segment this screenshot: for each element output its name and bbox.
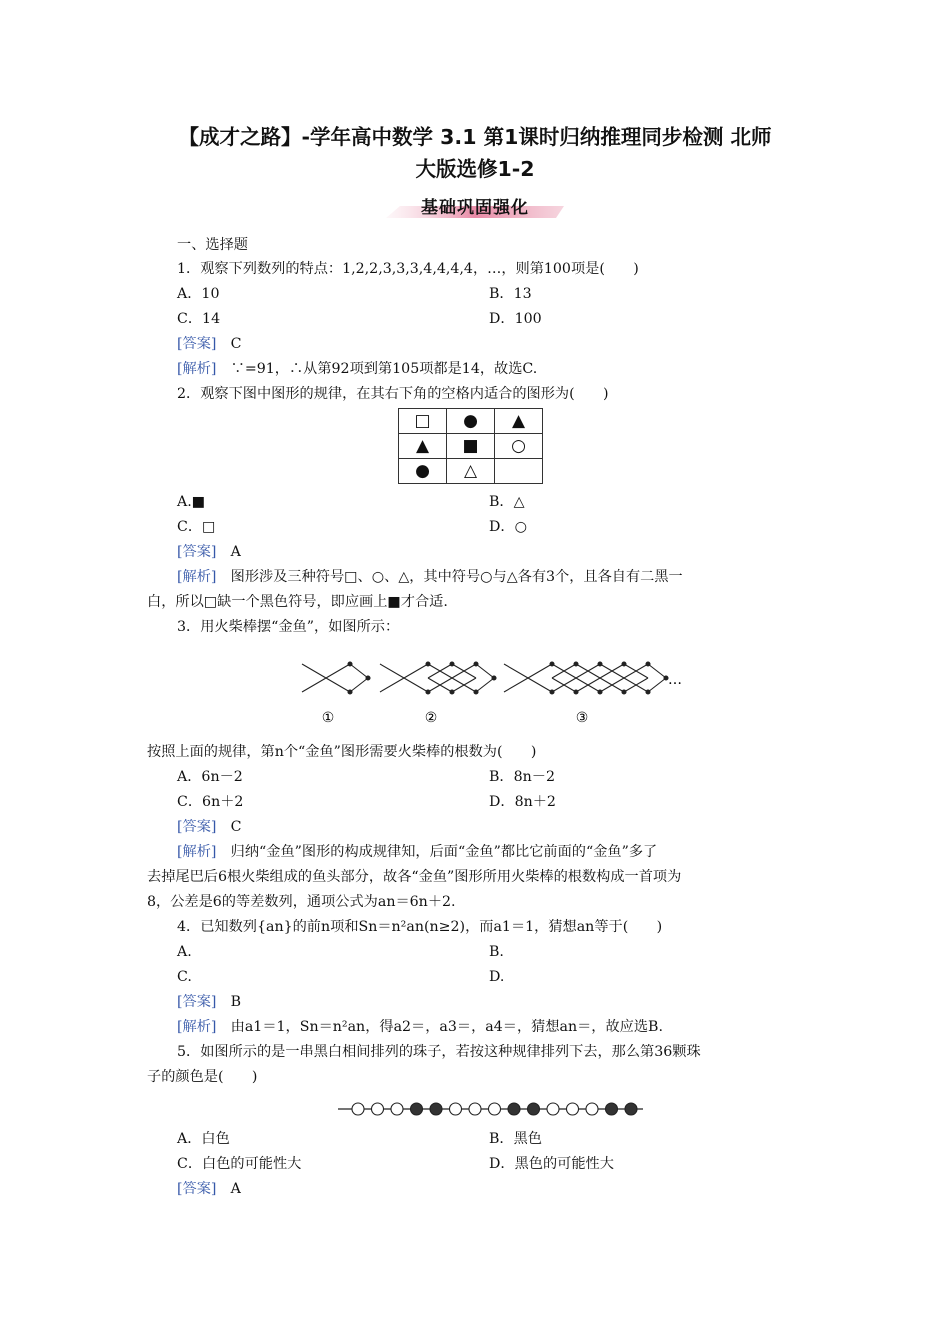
black-bead	[606, 1103, 618, 1115]
figure-label-2: ②	[424, 710, 438, 726]
matchstick	[476, 678, 494, 692]
answer-tag: [答案]	[177, 1181, 217, 1197]
match-head	[366, 676, 370, 680]
q5-option-d: D．黑色的可能性大	[489, 1156, 614, 1172]
matchstick	[350, 664, 368, 678]
q3-answer	[177, 816, 242, 838]
q2-option-c: C．□	[177, 519, 216, 535]
q3-option-a: A．6n－2	[177, 769, 243, 785]
matchstick	[528, 664, 552, 678]
q1-option-d: D．100	[489, 311, 542, 327]
q3-analysis-line-2: 去掉尾巴后6根火柴组成的鱼头部分，故各“金鱼”图形所用火柴棒的根数构成一首项为	[147, 869, 682, 885]
q4-option-b: B.	[489, 944, 504, 960]
analysis-tag: [解析]	[177, 844, 217, 860]
figure-label-3: ③	[575, 710, 589, 726]
q5-option-c: C．白色的可能性大	[177, 1156, 302, 1172]
q4-stem: 4．已知数列{an}的前n项和Sn＝n²an(n≥2)，而a1＝1，猜想an等于( )	[177, 919, 663, 935]
q4-option-a: A.	[177, 944, 192, 960]
q5-option-a: A．白色	[177, 1131, 230, 1147]
matchstick	[380, 678, 404, 692]
q3-analysis-line-3: 8，公差是6的等差数列，通项公式为an＝6n＋2.	[147, 894, 456, 910]
grid-cell: ●	[399, 459, 447, 484]
q5-option-b: B．黑色	[489, 1131, 542, 1147]
figure-label-1: ①	[321, 710, 335, 726]
analysis-tag: [解析]	[177, 361, 217, 377]
q1-option-c: C．14	[177, 311, 221, 327]
title-line-1: 【成才之路】-学年高中数学 3.1 第1课时归纳推理同步检测 北师	[178, 125, 772, 149]
q1-answer	[177, 333, 242, 355]
white-bead	[489, 1103, 501, 1115]
white-bead	[450, 1103, 462, 1115]
analysis-text: 归纳“金鱼”图形的构成规律知，后面“金鱼”都比它前面的“金鱼”多了	[230, 844, 658, 860]
answer-tag: [答案]	[177, 336, 217, 352]
answer-value: A	[230, 1181, 241, 1197]
white-bead	[586, 1103, 598, 1115]
matchstick	[380, 664, 404, 678]
analysis-text: ∵=91，∴从第92项到第105项都是14，故选C.	[230, 361, 538, 377]
title-line-2: 大版选修1-2	[415, 157, 535, 181]
matchstick	[350, 678, 368, 692]
goldfish-matchstick-figure	[298, 656, 688, 730]
q4-option-d: D.	[489, 969, 505, 985]
black-bead	[430, 1103, 442, 1115]
q1-analysis	[177, 358, 537, 380]
answer-tag: [答案]	[177, 819, 217, 835]
matchstick	[404, 664, 428, 678]
q2-symbol-grid	[398, 408, 543, 484]
matchstick	[404, 678, 428, 692]
matchstick	[504, 664, 528, 678]
answer-value: C	[230, 336, 242, 352]
white-bead	[352, 1103, 364, 1115]
grid-cell: ▲	[399, 434, 447, 459]
matchstick	[476, 664, 494, 678]
analysis-tag: [解析]	[177, 569, 217, 585]
section-banner: 基础巩固强化	[421, 198, 529, 218]
q2-analysis-line-2: 白，所以□缺一个黑色符号，即应画上■才合适.	[147, 594, 448, 610]
answer-value: C	[230, 819, 242, 835]
q5-stem-line-2: 子的颜色是( )	[147, 1069, 258, 1085]
q2-option-d: D．○	[489, 519, 527, 535]
answer-tag: [答案]	[177, 994, 217, 1010]
black-bead	[625, 1103, 637, 1115]
matchstick	[504, 678, 528, 692]
white-bead	[469, 1103, 481, 1115]
white-bead	[547, 1103, 559, 1115]
matchstick	[302, 664, 326, 678]
q3-option-d: D．8n＋2	[489, 794, 556, 810]
q2-answer	[177, 541, 241, 563]
grid-cell: △	[447, 459, 495, 484]
grid-cell: ●	[447, 409, 495, 434]
black-bead	[411, 1103, 423, 1115]
q2-option-a: A.■	[177, 494, 206, 510]
grid-cell: ■	[447, 434, 495, 459]
document-title	[110, 121, 840, 185]
q3-analysis-line-1	[177, 841, 657, 863]
grid-cell: ▲	[495, 409, 543, 434]
q3-stem-2: 按照上面的规律，第n个“金鱼”图形需要火柴棒的根数为( )	[147, 744, 537, 760]
q4-analysis	[177, 1016, 663, 1038]
q4-answer	[177, 991, 241, 1013]
grid-cell-empty	[495, 459, 543, 484]
section-heading: 一、选择题	[177, 237, 248, 253]
matchstick	[648, 664, 666, 678]
q2-stem: 2．观察下图中图形的规律，在其右下角的空格内适合的图形为( )	[177, 386, 609, 402]
answer-value: B	[230, 994, 242, 1010]
q1-option-a: A．10	[177, 286, 220, 302]
q1-option-b: B．13	[489, 286, 532, 302]
matchstick	[648, 678, 666, 692]
q5-answer	[177, 1178, 241, 1200]
white-bead	[391, 1103, 403, 1115]
match-head	[492, 676, 496, 680]
grid-cell: ○	[495, 434, 543, 459]
grid-cell: □	[399, 409, 447, 434]
q2-analysis-line-1	[177, 566, 683, 588]
q5-stem-line-1: 5．如图所示的是一串黑白相间排列的珠子，若按这种规律排列下去，那么第36颗珠	[177, 1044, 701, 1060]
matchstick	[326, 664, 350, 678]
bead-string-figure	[338, 1098, 648, 1120]
answer-value: A	[230, 544, 241, 560]
answer-tag: [答案]	[177, 544, 217, 560]
white-bead	[567, 1103, 579, 1115]
figure-ellipsis: …	[668, 672, 682, 688]
q2-option-b: B．△	[489, 494, 525, 510]
analysis-text: 图形涉及三种符号□、○、△，其中符号○与△各有3个，且各自有二黑一	[230, 569, 683, 585]
matchstick	[326, 678, 350, 692]
matchstick	[302, 678, 326, 692]
analysis-text: 由a1＝1，Sn＝n²an，得a2＝，a3＝，a4＝，猜想an＝，故应选B.	[230, 1019, 663, 1035]
black-bead	[528, 1103, 540, 1115]
q3-option-c: C．6n＋2	[177, 794, 244, 810]
black-bead	[508, 1103, 520, 1115]
q1-stem: 1．观察下列数列的特点：1,2,2,3,3,3,4,4,4,4，…，则第100项是( )	[177, 261, 639, 277]
matchstick	[528, 678, 552, 692]
q3-stem: 3．用火柴棒摆“金鱼”，如图所示：	[177, 619, 400, 635]
white-bead	[372, 1103, 384, 1115]
q3-option-b: B．8n－2	[489, 769, 555, 785]
analysis-tag: [解析]	[177, 1019, 217, 1035]
q4-option-c: C.	[177, 969, 192, 985]
